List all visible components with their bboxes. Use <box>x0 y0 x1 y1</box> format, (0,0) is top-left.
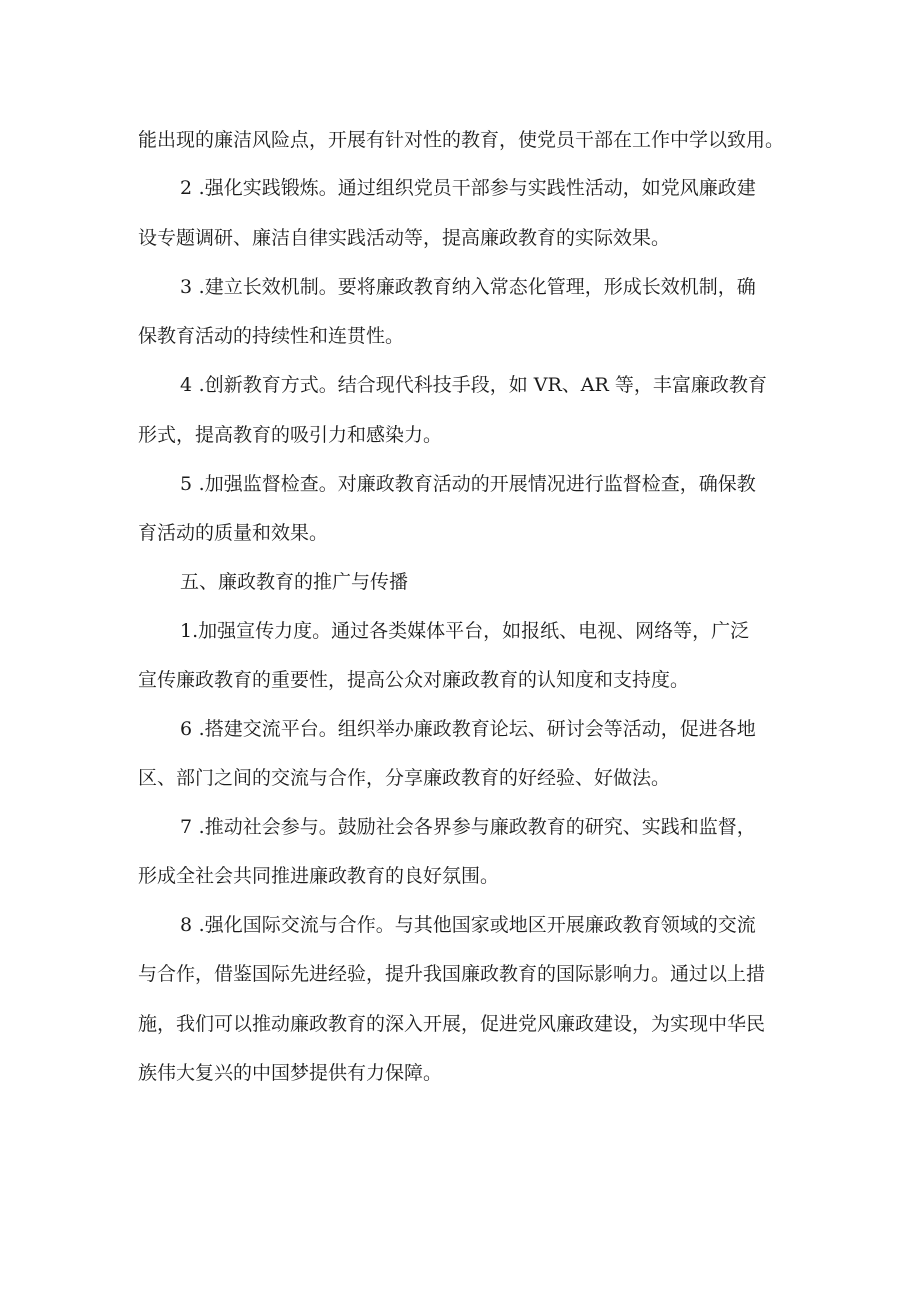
list-item-number: 8 <box>180 914 193 936</box>
list-item-separator: . <box>192 816 205 838</box>
list-item-separator: . <box>192 177 205 199</box>
list-item-text: 育活动的质量和效果。 <box>138 522 329 544</box>
list-item-title: 加强监督检查。 <box>204 473 338 495</box>
list-item-1-line-1 <box>0 617 920 645</box>
list-item-title: 推动社会参与。 <box>204 816 338 838</box>
list-item-8-line-1 <box>0 911 920 939</box>
list-item-5-line-2 <box>0 519 920 547</box>
list-item-2-line-1 <box>0 174 920 202</box>
list-item-separator: . <box>192 276 205 298</box>
list-item-6-line-1 <box>0 715 920 743</box>
list-item-separator: . <box>192 914 205 936</box>
list-item-5-line-1 <box>0 470 920 498</box>
list-item-text: 通过各类媒体平台，如报纸、电视、网络等，广泛 <box>331 620 750 642</box>
list-item-number: 5 <box>180 473 193 495</box>
paragraph-line <box>0 126 920 154</box>
list-item-8-line-4 <box>0 1059 920 1087</box>
list-item-number: 7 <box>180 816 193 838</box>
list-item-text: 与其他国家或地区开展廉政教育领域的交流 <box>394 914 756 936</box>
list-item-text: 结合现代科技手段，如 VR、AR 等，丰富廉政教育 <box>337 374 767 396</box>
list-item-text: 族伟大复兴的中国梦提供有力保障。 <box>138 1062 443 1084</box>
list-item-8-line-3 <box>0 1010 920 1038</box>
intro-tail-text: 能出现的廉洁风险点，开展有针对性的教育，使党员干部在工作中学以致用。 <box>138 129 785 151</box>
list-item-text: 组织举办廉政教育论坛、研讨会等活动，促进各地 <box>337 718 756 740</box>
section-heading <box>0 568 920 596</box>
list-item-separator: . <box>192 473 205 495</box>
list-item-text: 形式，提高教育的吸引力和感染力。 <box>138 424 443 446</box>
list-item-6-line-2 <box>0 764 920 792</box>
list-item-4-line-1 <box>0 371 920 399</box>
list-item-title: 创新教育方式。 <box>204 374 338 396</box>
list-item-number: 3 <box>180 276 193 298</box>
list-item-title: 搭建交流平台。 <box>204 718 338 740</box>
list-item-1-line-2 <box>0 666 920 694</box>
list-item-7-line-2 <box>0 862 920 890</box>
list-item-title: 强化国际交流与合作。 <box>204 914 395 936</box>
list-item-2-line-2 <box>0 224 920 252</box>
list-item-number: 6 <box>180 718 193 740</box>
list-item-separator: . <box>192 718 205 740</box>
list-item-text: 通过组织党员干部参与实践性活动，如党风廉政建 <box>337 177 756 199</box>
list-item-title: 强化实践锻炼。 <box>204 177 338 199</box>
list-item-text: 施，我们可以推动廉政教育的深入开展，促进党风廉政建设，为实现中华民 <box>138 1013 766 1035</box>
list-item-text: 与合作，借鉴国际先进经验，提升我国廉政教育的国际影响力。通过以上措 <box>138 963 766 985</box>
list-item-3-line-1 <box>0 273 920 301</box>
list-item-8-line-2 <box>0 960 920 988</box>
list-item-text: 对廉政教育活动的开展情况进行监督检查，确保教 <box>337 473 756 495</box>
list-item-text: 鼓励社会各界参与廉政教育的研究、实践和监督， <box>337 816 756 838</box>
list-item-3-line-2 <box>0 322 920 350</box>
list-item-separator: . <box>192 374 205 396</box>
list-item-number: 4 <box>180 374 193 396</box>
list-item-text: 宣传廉政教育的重要性，提高公众对廉政教育的认知度和支持度。 <box>138 669 690 691</box>
list-item-title: 加强宣传力度。 <box>198 620 332 642</box>
list-item-7-line-1 <box>0 813 920 841</box>
list-item-4-line-2 <box>0 421 920 449</box>
list-item-number: 2 <box>180 177 193 199</box>
list-item-text: 要将廉政教育纳入常态化管理，形成长效机制，确 <box>337 276 756 298</box>
list-item-text: 设专题调研、廉洁自律实践活动等，提高廉政教育的实际效果。 <box>138 227 671 249</box>
section-heading-text: 五、廉政教育的推广与传播 <box>180 571 409 593</box>
list-item-text: 保教育活动的持续性和连贯性。 <box>138 325 405 347</box>
list-item-text: 区、部门之间的交流与合作，分享廉政教育的好经验、好做法。 <box>138 767 671 789</box>
list-item-title: 建立长效机制。 <box>204 276 338 298</box>
list-item-number: 1. <box>180 620 199 642</box>
list-item-text: 形成全社会共同推进廉政教育的良好氛围。 <box>138 865 500 887</box>
